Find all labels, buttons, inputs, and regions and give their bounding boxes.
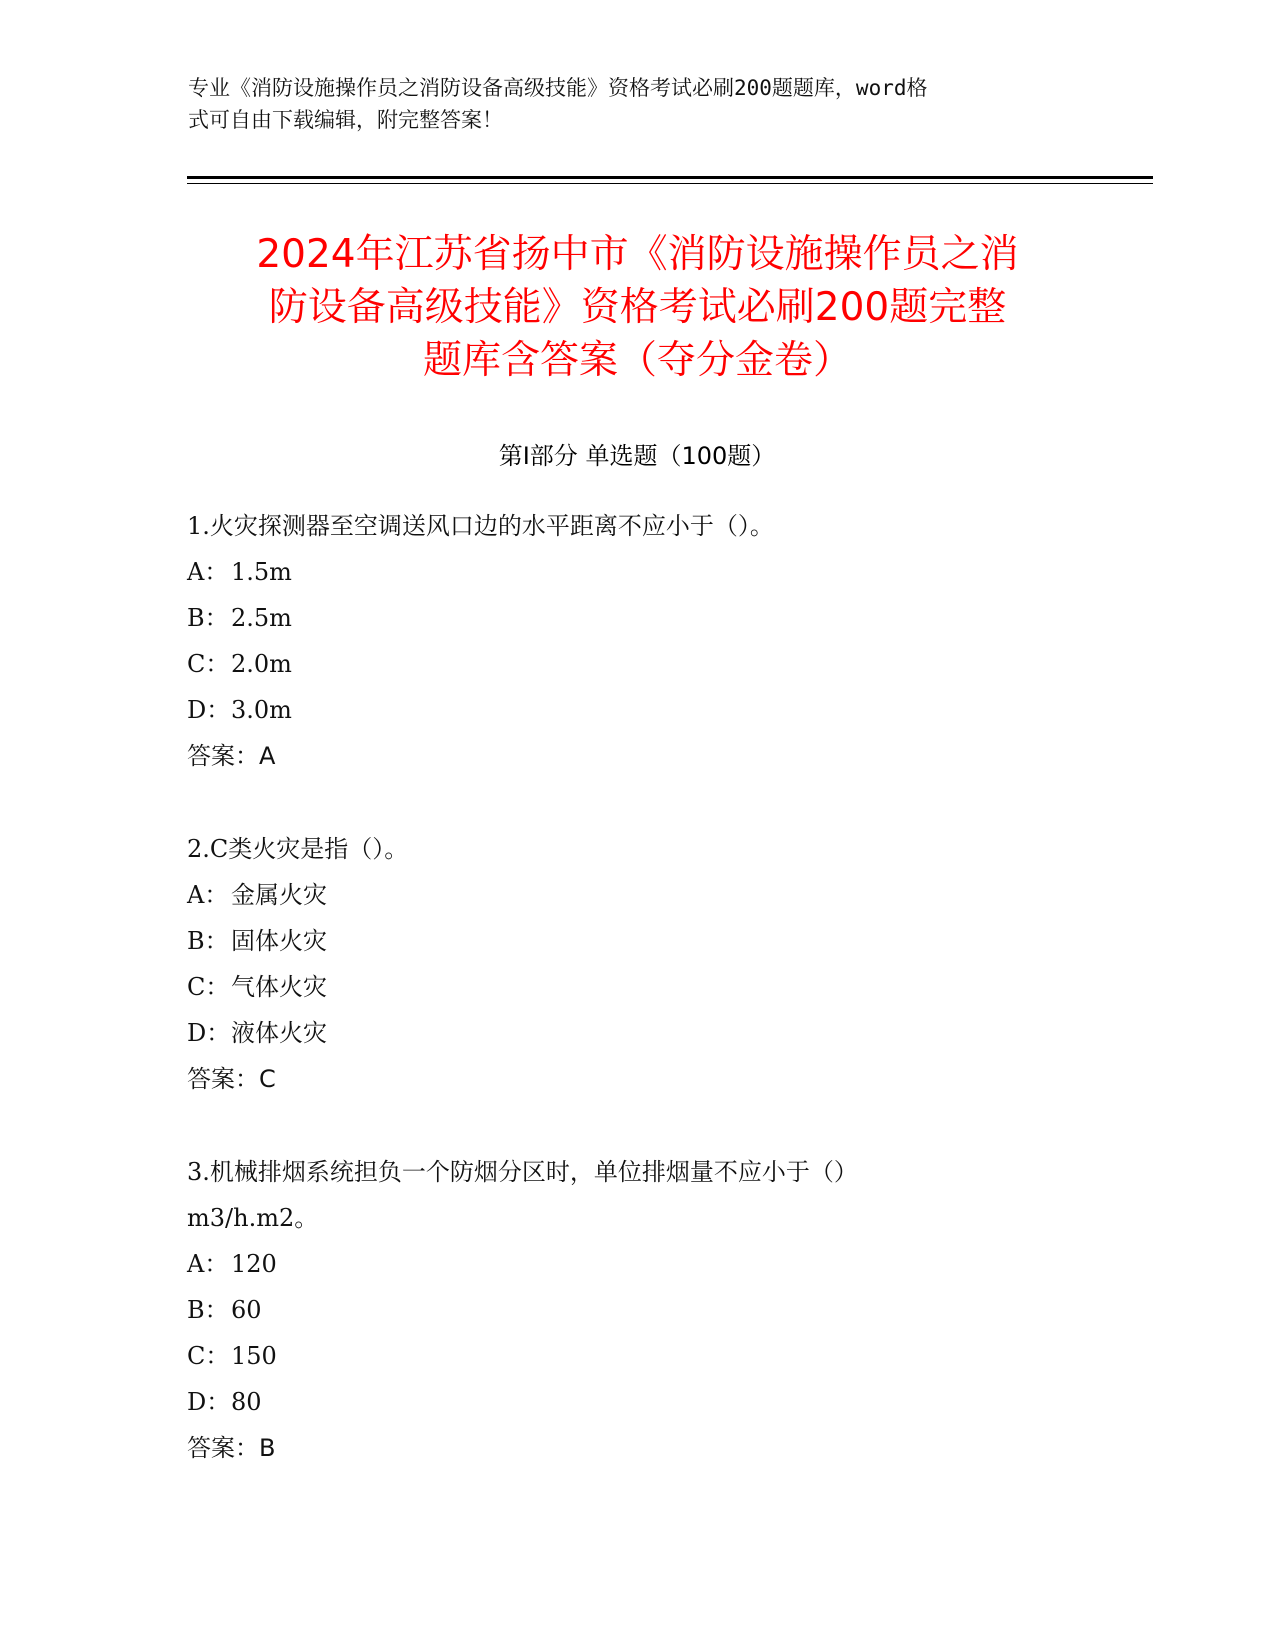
option-key: D：: [187, 1019, 231, 1047]
question-1: [187, 503, 1167, 779]
header-divider-thin: [187, 183, 1153, 184]
option-c: [187, 641, 1167, 687]
option-text: 固体火灾: [231, 927, 327, 955]
answer-line: 答案：C: [187, 1065, 276, 1093]
option-key: C：: [187, 1342, 230, 1370]
question-stem-continued: m3/h.m2。: [187, 1204, 319, 1232]
option-d: [187, 1010, 1167, 1056]
option-key: C：: [187, 973, 230, 1001]
option-text: 气体火灾: [231, 973, 327, 1001]
option-a: [187, 1241, 1167, 1287]
option-text: 1.5m: [231, 558, 292, 586]
option-text: 液体火灾: [231, 1019, 327, 1047]
option-b: [187, 1287, 1167, 1333]
header-note: [188, 72, 1088, 136]
question-stem: 2.C类火灾是指（）。: [187, 835, 409, 863]
option-key: D：: [187, 1388, 231, 1416]
document-title-line-2: 防设备高级技能》资格考试必刷200题完整: [268, 285, 1007, 330]
question-stem: 3.机械排烟系统担负一个防烟分区时，单位排烟量不应小于（）: [187, 1158, 858, 1186]
option-key: A：: [187, 881, 229, 909]
question-stem: 1.火灾探测器至空调送风口边的水平距离不应小于（）。: [187, 512, 774, 540]
option-d: [187, 687, 1167, 733]
option-d: [187, 1379, 1167, 1425]
option-text: 金属火灾: [231, 881, 327, 909]
answer-line: 答案：B: [187, 1434, 276, 1462]
option-a: [187, 549, 1167, 595]
option-key: B：: [187, 1296, 229, 1324]
option-key: B：: [187, 927, 229, 955]
section-title: 第Ⅰ部分 单选题（100题）: [498, 442, 776, 470]
option-text: 80: [231, 1388, 262, 1416]
option-key: B：: [187, 604, 229, 632]
option-b: [187, 595, 1167, 641]
option-key: C：: [187, 650, 230, 678]
option-text: 3.0m: [231, 696, 292, 724]
document-title: [140, 228, 1135, 387]
option-b: [187, 918, 1167, 964]
header-divider-thick: [187, 176, 1153, 179]
option-key: A：: [187, 558, 229, 586]
option-key: A：: [187, 1250, 229, 1278]
header-note-line-2: 式可自由下载编辑，附完整答案！: [188, 108, 503, 132]
option-text: 60: [231, 1296, 262, 1324]
option-text: 120: [231, 1250, 277, 1278]
option-c: [187, 1333, 1167, 1379]
question-3: [187, 1149, 1167, 1471]
answer-line: 答案：A: [187, 742, 276, 770]
document-title-line-3: 题库含答案（夺分金卷）: [422, 338, 852, 383]
document-title-line-1: 2024年江苏省扬中市《消防设施操作员之消: [256, 232, 1019, 277]
option-a: [187, 872, 1167, 918]
header-note-line-1: 专业《消防设施操作员之消防设备高级技能》资格考试必刷200题题库，word格: [188, 76, 928, 100]
option-text: 2.5m: [231, 604, 292, 632]
option-key: D：: [187, 696, 231, 724]
option-text: 150: [231, 1342, 277, 1370]
option-text: 2.0m: [231, 650, 292, 678]
question-2: [187, 826, 1167, 1102]
option-c: [187, 964, 1167, 1010]
